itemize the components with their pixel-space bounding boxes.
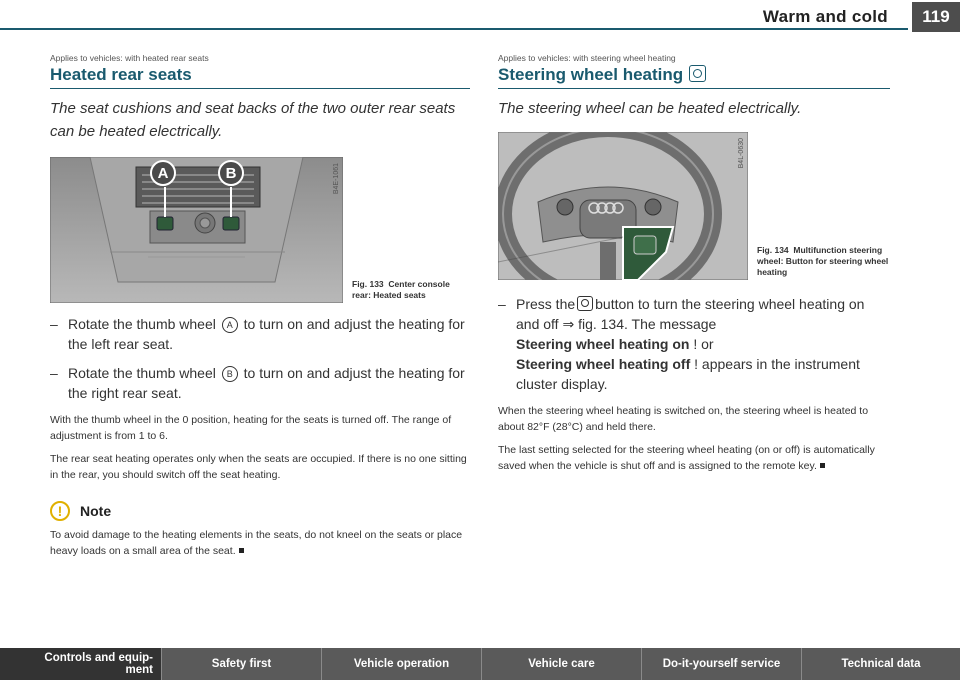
header-rule — [0, 28, 908, 30]
note-text: To avoid damage to the heating elements in the seats, do not kneel on the seats or place heavy loads on a small area of the seat. — [50, 529, 463, 557]
figure-133 — [50, 157, 470, 303]
note-header — [50, 501, 470, 521]
tab-technical-data[interactable]: Technical data — [802, 648, 960, 680]
body-paragraph: When the steering wheel heating is switched on, the steering wheel is heated to about 82°F (28°C) and held there. — [498, 405, 869, 433]
instruction-list — [498, 294, 890, 394]
section-heading-steering-wheel-heating: Steering wheel heating — [498, 65, 890, 89]
body-paragraph: The last setting selected for the steering wheel heating (on or off) is automatically saved when the vehicle is shut off and is assigned to the remote key. — [498, 444, 875, 472]
note-label: Note — [80, 503, 112, 519]
figure-caption: Fig. 133 Center console rear: Heated seats — [352, 279, 450, 300]
thumb-wheel-b-symbol: B — [222, 366, 238, 382]
tab-controls-and-equipment[interactable]: Controls and equip- ment — [0, 648, 162, 680]
left-column — [50, 50, 470, 566]
figure-image-rear-console — [50, 157, 343, 303]
end-mark-icon — [239, 548, 244, 553]
applies-to-label: Applies to vehicles: with heated rear seats — [50, 53, 209, 63]
figure-134 — [498, 132, 890, 280]
tab-vehicle-operation[interactable]: Vehicle operation — [322, 648, 482, 680]
figure-image-steering-wheel — [498, 132, 748, 280]
callout-a: A — [150, 160, 176, 186]
rear-console-illustration — [50, 157, 343, 303]
figure-caption: Fig. 134 Multifunction steering wheel: Button for steering wheel heating — [757, 245, 889, 277]
section-heading-heated-rear-seats: Heated rear seats — [50, 65, 470, 89]
steering-wheel-illustration — [498, 132, 748, 280]
intro-text: The steering wheel can be heated electrically. — [498, 100, 802, 117]
steering-heat-button-icon — [577, 296, 593, 311]
tab-do-it-yourself-service[interactable]: Do-it-yourself service — [642, 648, 802, 680]
figure-code: B4L-0630 — [738, 138, 745, 169]
instruction-item: – Rotate the thumb wheel A to turn on and adjust the heating for the left rear seat. — [50, 316, 465, 352]
callout-b: B — [218, 160, 244, 186]
page-number: 119 — [912, 2, 960, 32]
section-title: Warm and cold — [762, 7, 888, 26]
right-column — [498, 50, 890, 481]
figure-code: B4E-1061 — [333, 163, 340, 195]
end-mark-icon — [820, 463, 825, 468]
thumb-wheel-a-symbol: A — [222, 317, 238, 333]
instruction-item: – Rotate the thumb wheel B to turn on and adjust the heating for the right rear seat. — [50, 365, 465, 401]
tab-safety-first[interactable]: Safety first — [162, 648, 322, 680]
tab-vehicle-care[interactable]: Vehicle care — [482, 648, 642, 680]
instruction-list — [50, 314, 470, 403]
body-paragraph: The rear seat heating operates only when the seats are occupied. If there is no one sitting in the rear, you should switch off the seat heating. — [50, 453, 467, 481]
steering-heat-icon — [689, 65, 706, 82]
intro-text: The seat cushions and seat backs of the two outer rear seats can be heated electrically. — [50, 100, 456, 140]
caution-icon: ! — [50, 501, 70, 521]
applies-to-label: Applies to vehicles: with steering wheel heating — [498, 53, 676, 63]
footer-nav — [0, 648, 960, 680]
instruction-item: – Press the button to turn the steering wheel heating on and off ⇒ fig. 134. The message Steering wheel heating on ! or Steering wheel heating off ! appears in the instrument cluster display. — [498, 296, 865, 392]
body-paragraph: With the thumb wheel in the 0 position, heating for the seats is turned off. The range of adjustment is from 1 to 6. — [50, 414, 452, 442]
